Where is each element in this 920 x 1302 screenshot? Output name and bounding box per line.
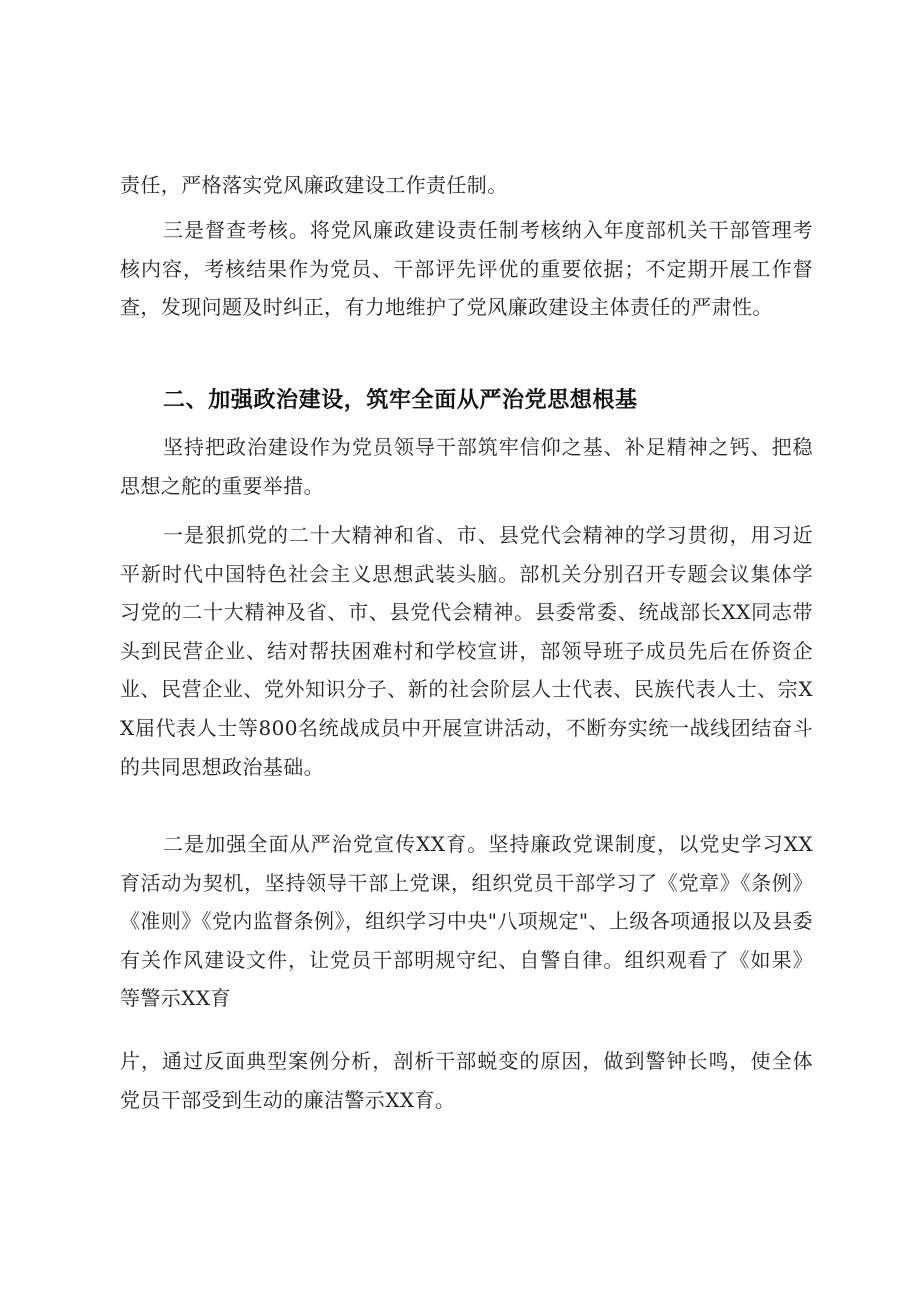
paragraph-supervision-assessment: 三是督查考核。将党风廉政建设责任制考核纳入年度部机关干部管理考核内容，考核结果作为党员、干部评先评优的重要依据；不定期开展工作督查，发现问题及时纠正，有力地维护了党风廉政建设主体责任的严肃性。 (120, 218, 813, 320)
paragraph-study-implementation: 一是狠抓党的二十大精神和省、市、县党代会精神的学习贯彻，用习近平新时代中国特色社会主义思想武装头脑。部机关分别召开专题会议集体学习党的二十大精神及省、市、县党代会精神。县委常委、统战部长XX同志带头到民营企业、结对帮扶困难村和学校宣讲，部领导班子成员先后在侨资企业、民营企业、党外知识分子、新的社会阶层人士代表、民族代表人士、宗XX届代表人士等800名统战成员中开展宣讲活动，不断夯实统一战线团结奋斗的共同思想政治基础。 (120, 523, 813, 779)
paragraph-political-construction-intro: 坚持把政治建设作为党员领导干部筑牢信仰之基、补足精神之钙、把稳思想之舵的重要举措。 (120, 435, 813, 498)
paragraph-continuation: 责任，严格落实党风廉政建设工作责任制。 (120, 173, 508, 197)
paragraph-education-publicity: 二是加强全面从严治党宣传XX育。坚持廉政党课制度，以党史学习XX育活动为契机，坚持领导干部上党课，组织党员干部学习了《党章》《条例》《准则》《党内监督条例》，组织学习中央"八项规定"、上级各项通报以及县委有关作风建设文件，让党员干部明规守纪、自警自律。组织观看了《如果》等警示XX育 (120, 832, 813, 1011)
section-heading-political-construction: 二、加强政治建设，筑牢全面从严治党思想根基 (163, 388, 638, 413)
paragraph-warning-education: 片，通过反面典型案例分析，剖析干部蜕变的原因，做到警钟长鸣，使全体党员干部受到生动的廉洁警示XX育。 (120, 1049, 813, 1112)
